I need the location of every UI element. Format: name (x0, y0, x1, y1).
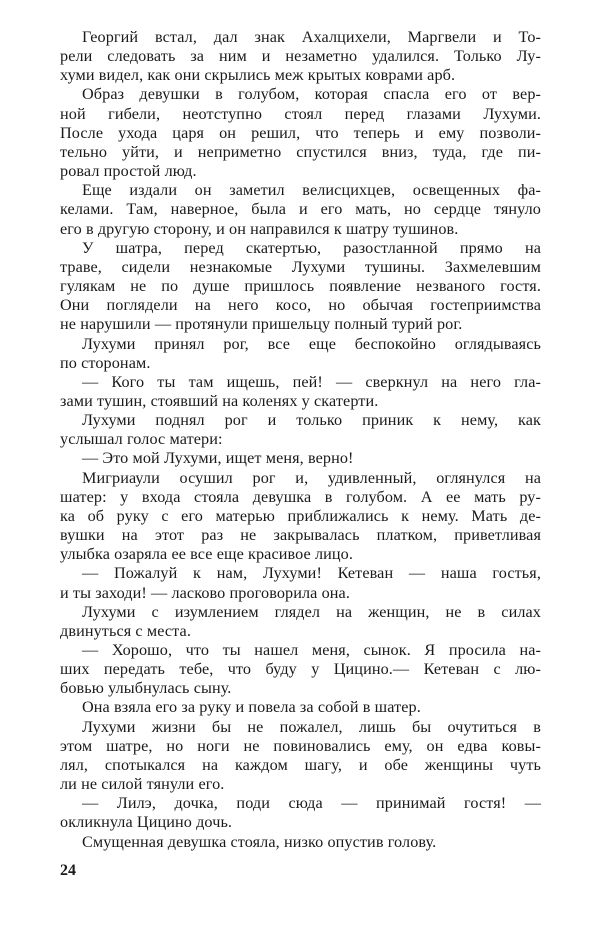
text-line: ной гибели, неотступно стоял перед глазами Лухуми. (60, 104, 541, 123)
text-line: — Лилэ, дочка, поди сюда — принимай гостя! — (82, 794, 541, 813)
text-line: окликнула Цицино дочь. (60, 813, 233, 832)
text-line: — Это мой Лухуми, ищет меня, верно! (82, 449, 354, 468)
text-line: зами тушин, стоявший на коленях у скатерти. (60, 391, 379, 410)
paragraph (60, 603, 541, 641)
paragraph (60, 641, 541, 698)
text-line: Образ девушки в голубом, которая спасла его от вер- (82, 85, 541, 104)
text-line: двинуться с места. (60, 621, 191, 640)
text-line: Лухуми принял рог, все еще беспокойно оглядываясь (82, 334, 541, 353)
text-line: Лухуми поднял рог и только приник к нему, как (82, 411, 541, 430)
paragraph (60, 833, 541, 852)
text-line: Еще издали он заметил велисцихцев, освещенных фа- (82, 181, 541, 200)
text-line: тельно уйти, и неприметно спустился вниз, туда, где пи- (60, 142, 541, 161)
text-line: После ухода царя он решил, что теперь и ему позволи- (60, 123, 541, 142)
paragraph (60, 181, 541, 238)
text-line: Смущенная девушка стояла, низко опустив голову. (82, 832, 437, 851)
text-line: по сторонам. (60, 353, 151, 372)
text-line: Лухуми с изумлением глядел на женщин, не в силах (82, 602, 541, 621)
paragraph (60, 449, 541, 468)
text-line: келами. Там, наверное, была и его мать, но сердце тянуло (60, 200, 541, 219)
paragraph (60, 564, 541, 602)
text-line: лял, спотыкался на каждом шагу, и обе женщины чуть (60, 755, 541, 774)
text-line: — Хорошо, что ты нашел меня, сынок. Я просила на- (82, 641, 541, 659)
book-page-text (60, 28, 541, 852)
text-line: ших передать тебе, что буду у Цицино.— Кетеван с лю- (60, 660, 541, 679)
text-line: — Пожалуй к нам, Лухуми! Кетеван — наша гостья, (82, 564, 541, 583)
paragraph (60, 85, 541, 181)
text-line: не нарушили — протянули пришельцу полный турий рог. (60, 315, 463, 334)
text-line: — Кого ты там ищешь, пей! — сверкнул на него гла- (82, 372, 541, 391)
paragraph (60, 239, 541, 335)
text-line: вушки на этот раз не закрывалась платком, приветливая (60, 526, 541, 545)
text-line: услышал голос матери: (60, 430, 223, 449)
paragraph (60, 335, 541, 373)
text-line: ка об руку с его матерью приближались к нему. Мать де- (60, 506, 541, 525)
text-line: рели следовать за ним и незаметно удалился. Только Лу- (60, 47, 541, 66)
text-line: и ты заходи! — ласково проговорила она. (60, 583, 350, 602)
paragraph (60, 28, 541, 85)
text-line: Георгий встал, дал знак Ахалцихели, Маргвели и То- (82, 28, 541, 46)
text-line: Они поглядели на него косо, но обычая гостеприимства (60, 296, 541, 315)
text-line: шатер: у входа стояла девушка в голубом. А ее мать ру- (60, 487, 541, 506)
text-line: У шатра, перед скатертью, разостланной прямо на (82, 238, 541, 257)
paragraph (60, 794, 541, 832)
paragraph (60, 718, 541, 795)
text-line: хуми видел, как они скрылись меж крытых коврами арб. (60, 66, 456, 85)
text-line: его в другую сторону, и он направился к шатру тушинов. (60, 219, 459, 238)
text-line: Лухуми жизни бы не пожалел, лишь бы очутиться в (82, 717, 541, 736)
text-line: Она взяла его за руку и повела за собой в шатер. (82, 698, 421, 717)
text-line: ровал простой люд. (60, 162, 197, 181)
paragraph (60, 698, 541, 717)
paragraph (60, 373, 541, 411)
text-line: этом шатре, но ноги не повиновались ему, он едва ковы- (60, 736, 541, 755)
paragraph (60, 411, 541, 449)
text-line: бовью улыбнулась сыну. (60, 679, 232, 698)
text-line: ли не силой тянули его. (60, 775, 225, 794)
paragraph (60, 469, 541, 565)
text-line: улыбка озаряла ее все еще красивое лицо. (60, 545, 353, 564)
text-line: гулякам не по душе пришлось появление незваного гостя. (60, 277, 541, 296)
text-line: Мигриаули осушил рог и, удивленный, оглянулся на (82, 468, 541, 487)
text-line: траве, сидели незнакомые Лухуми тушины. Захмелевшим (60, 257, 541, 276)
page-number: 24 (60, 862, 76, 879)
